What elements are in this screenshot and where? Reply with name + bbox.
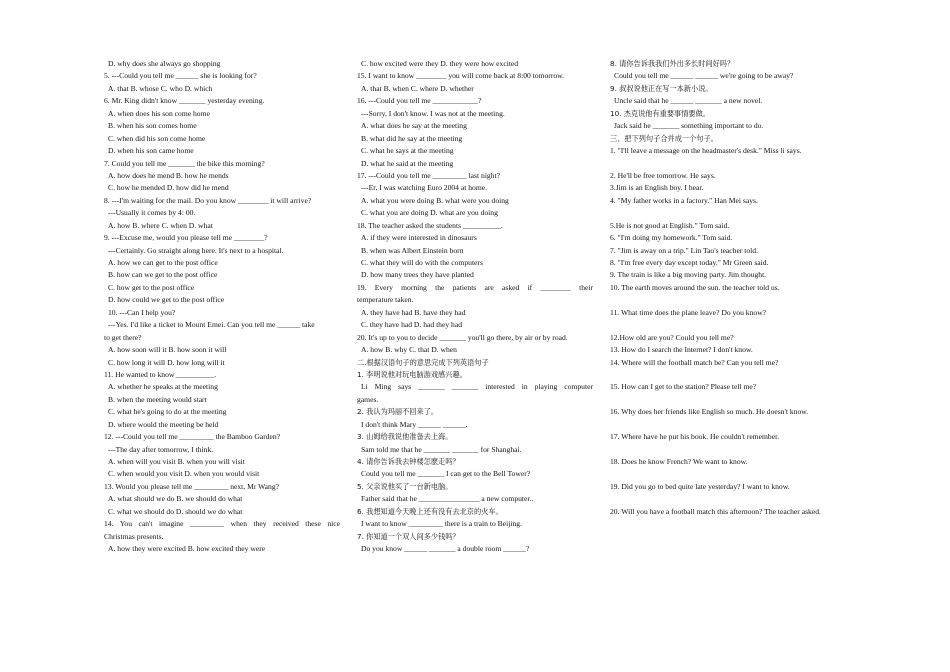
text-line: Sam told me that he _______ _______ for Shanghai.	[361, 444, 522, 454]
text-line: B. when the meeting would start	[108, 394, 207, 404]
text-line: 6. 我想知道今天晚上还有没有去北京的火车。	[357, 506, 503, 516]
text-line: 9. ---Excuse me, would you please tell me ________?	[104, 233, 268, 243]
text-line: 15. How can I get to the station? Please tell me?	[610, 382, 757, 392]
text-line: 19. Did you go to bed quite late yesterday? I want to know.	[610, 481, 790, 491]
text-line: 20. It's up to you to decide _______ you'll go there, by air or by road.	[357, 332, 568, 342]
text-line: B. what did he say at the meeting	[361, 133, 463, 143]
text-line: 二.根据汉语句子的意思完成下列英语句子	[357, 357, 489, 367]
text-line: A. if they were interested in dinosaurs	[361, 233, 477, 243]
text-line: Uncle said that he ______ _______ a new novel.	[614, 96, 763, 106]
text-line: A. how B. why C. that D. when	[361, 345, 457, 355]
answer-space	[610, 207, 850, 219]
text-line: 5. 父亲说他买了一台新电脑。	[357, 481, 453, 491]
text-line: ---Yes. I'd like a ticket to Mount Emei. Can you tell me ______ take	[108, 320, 315, 330]
text-line: 10. ---Can I help you?	[108, 307, 176, 317]
text-line: ---Usually it comes by 4: 00.	[108, 208, 196, 218]
text-line: A. how we can get to the post office	[108, 258, 218, 267]
text-line: 6. Mr. King didn't know _______ yesterday evening.	[104, 96, 265, 106]
answer-space	[610, 369, 850, 381]
text-line: A. they have had B. have they had	[361, 307, 466, 317]
answer-space	[610, 294, 850, 306]
text-line: A. what does he say at the meeting	[361, 121, 467, 131]
text-line: C. they have had D. had they had	[361, 320, 463, 330]
text-line: 11. He wanted to know __________.	[104, 369, 217, 379]
text-line: C. what he says at the meeting	[361, 146, 454, 156]
text-line: 5.He is not good at English." Tom said.	[610, 220, 730, 230]
text-line: 4. 请你告诉我去钟楼怎麽走吗？	[357, 457, 460, 466]
text-line: Father said that he ________________ a new computer..	[361, 494, 534, 504]
text-line: A. what you were doing B. what were you doing	[361, 195, 509, 205]
text-line: 5. ---Could you tell me ______ she is looking for?	[104, 71, 257, 81]
text-line: B. when was Albert Einstein born	[361, 245, 464, 255]
text-line: C. how he mended D. how did he mend	[108, 183, 229, 193]
text-line: 13. Would you please tell me _________ next, Mr Wang?	[104, 481, 280, 491]
answer-space	[610, 319, 850, 331]
text-line: C. how get to the post office	[108, 282, 195, 292]
text-line: C. what you are doing D. what are you doing	[361, 208, 498, 218]
text-line: A. how soon will it B. how soon it will	[108, 345, 227, 355]
text-line: C. what he's going to do at the meeting	[108, 407, 227, 417]
text-line: 6. "I'm doing my homework." Tom said.	[610, 233, 733, 243]
text-line: 14. Where will the football match be? Can you tell me?	[610, 357, 779, 367]
text-line: A. when does his son come home	[108, 108, 210, 118]
text-line: 9. The train is like a big moving party. Jim thought.	[610, 270, 767, 280]
text-line: A. what should we do B. we should do what	[108, 494, 243, 504]
text-line: 17. ---Could you tell me _________ last night?	[357, 170, 500, 180]
text-line: Li Ming says _______ _______ interested in playing computer	[361, 382, 593, 392]
text-line: D. when his son came home	[108, 146, 194, 156]
text-line: 17. Where have he put his book. He couldn't remember.	[610, 432, 780, 442]
text-line: to get there?	[104, 332, 142, 342]
text-line: 18. Does he know French? We want to know.	[610, 457, 748, 466]
text-line: C. how excited were they D. they were how excited	[361, 59, 519, 68]
answer-space	[610, 394, 850, 406]
text-line: temperature taken.	[357, 295, 414, 305]
text-line: I want to know _________ there is a train to Beijing.	[361, 519, 522, 529]
text-line: 8. ---I'm waiting for the mail. Do you know ________ it will arrive?	[104, 195, 312, 205]
text-line: 8. 请你告诉我我们外出多长时间好吗？	[610, 59, 735, 68]
text-line: A. that B. when C. where D. whether	[361, 83, 474, 93]
text-line: 15. I want to know ________ you will come back at 8:00 tomorrow.	[357, 71, 565, 81]
text-line: Could you tell me ______ ______ we're going to be away?	[614, 71, 794, 81]
text-line: B. how can we get to the post office	[108, 270, 218, 280]
text-line: 1. 李明说他对玩电脑游戏感兴趣。	[357, 369, 467, 379]
text-line: Jack said he _______ something important to do.	[614, 121, 764, 131]
text-line: 16. Why does her friends like English so much. He doesn't know.	[610, 407, 809, 417]
text-line: 11. What time does the plane leave? Do you know?	[610, 307, 767, 317]
text-line: A. how does he mend B. how he mends	[108, 170, 229, 180]
text-line: 12.How old are you? Could you tell me?	[610, 332, 734, 342]
answer-space	[610, 493, 850, 505]
text-line: C. when would you visit D. when you would visit	[108, 469, 260, 479]
text-line: ---The day after tomorrow, I think.	[108, 444, 214, 454]
text-line: A. when will you visit B. when you will visit	[108, 457, 245, 466]
text-line: 20. Will you have a football match this afternoon? The teacher asked.	[610, 506, 821, 516]
text-line: ---Er, I was watching Euro 2004 at home.	[361, 183, 488, 193]
text-line: C. what they will do with the computers	[361, 258, 483, 267]
text-line: 10. The earth moves around the sun. the teacher told us.	[610, 282, 780, 292]
answer-space	[610, 419, 850, 431]
text-line: games.	[357, 394, 379, 404]
text-line: 19. Every morning the patients are asked if ________ their	[357, 282, 593, 292]
text-line: Christmas presents.	[104, 531, 164, 541]
text-line: 7. "Jim is away on a trip." Lin Tao's teacher told.	[610, 245, 758, 255]
text-line: C. what we should do D. should we do what	[108, 506, 243, 516]
column-right	[610, 58, 850, 518]
text-line: ---Certainly. Go straight along here. It's next to a hospital.	[108, 245, 284, 255]
text-line: ---Sorry, I don't know. I was not at the meeting.	[361, 108, 505, 118]
text-line: 8. "I'm free every day except today." Mr Green said.	[610, 258, 769, 267]
text-line: A. how B. where C. when D. what	[108, 220, 213, 230]
text-line: B. when his son comes home	[108, 121, 197, 131]
text-line: 1. "I'll leave a message on the headmaster's desk." Miss li says.	[610, 146, 802, 156]
text-line: 14. You can't imagine _________ when they received these nice	[104, 519, 340, 529]
text-line: 9. 叔叔说他正在写一本新小说。	[610, 83, 713, 93]
text-line: I don't think Mary ______ ______.	[361, 419, 468, 429]
text-line: 10. 杰克说他有重要事情要做。	[610, 108, 710, 118]
text-line: D. how could we get to the post office	[108, 295, 225, 305]
text-line: 12. ---Could you tell me _________ the Bamboo Garden?	[104, 432, 281, 442]
text-line: 3.Jim is an English boy. I hear.	[610, 183, 704, 193]
text-line: A. that B. whose C. who D. which	[108, 83, 213, 93]
text-line: 4. "My father works in a factory." Han Mei says.	[610, 195, 758, 205]
text-line: 7. 你知道一个双人间多少钱吗？	[357, 531, 460, 541]
answer-space	[610, 468, 850, 480]
text-line: A. whether he speaks at the meeting	[108, 382, 218, 392]
text-line: D. where would the meeting be held	[108, 419, 219, 429]
text-line: D. how many trees they have planted	[361, 270, 474, 280]
text-line: D. why does she always go shopping	[108, 59, 221, 68]
text-line: 3. 山姆给我说他准备去上海。	[357, 432, 453, 442]
answer-space	[610, 158, 850, 170]
column-middle	[357, 58, 593, 556]
text-line: D. what he said at the meeting	[361, 158, 454, 168]
text-line: 2. He'll be free tomorrow. He says.	[610, 170, 716, 180]
text-line: 7. Could you tell me _______ the bike this morning?	[104, 158, 265, 168]
text-line: C. when did his son come home	[108, 133, 206, 143]
text-line: 三、把下列句子合并成一个句子。	[610, 133, 718, 143]
text-line: Do you know ______ _______ a double room ______?	[361, 544, 530, 554]
answer-space	[610, 444, 850, 456]
text-line: A. how they were excited B. how excited they were	[108, 544, 266, 554]
text-line: 2. 我认为玛丽不回来了。	[357, 407, 439, 417]
text-line: 18. The teacher asked the students __________.	[357, 220, 503, 230]
column-left	[104, 58, 340, 556]
text-line: 13. How do I search the Internet? I don't know.	[610, 345, 753, 355]
text-line: Could you tell me _______ I can get to the Bell Tower?	[361, 469, 531, 479]
text-line: C. how long it will D. how long will it	[108, 357, 225, 367]
text-line: 16. ---Could you tell me ____________?	[357, 96, 482, 106]
